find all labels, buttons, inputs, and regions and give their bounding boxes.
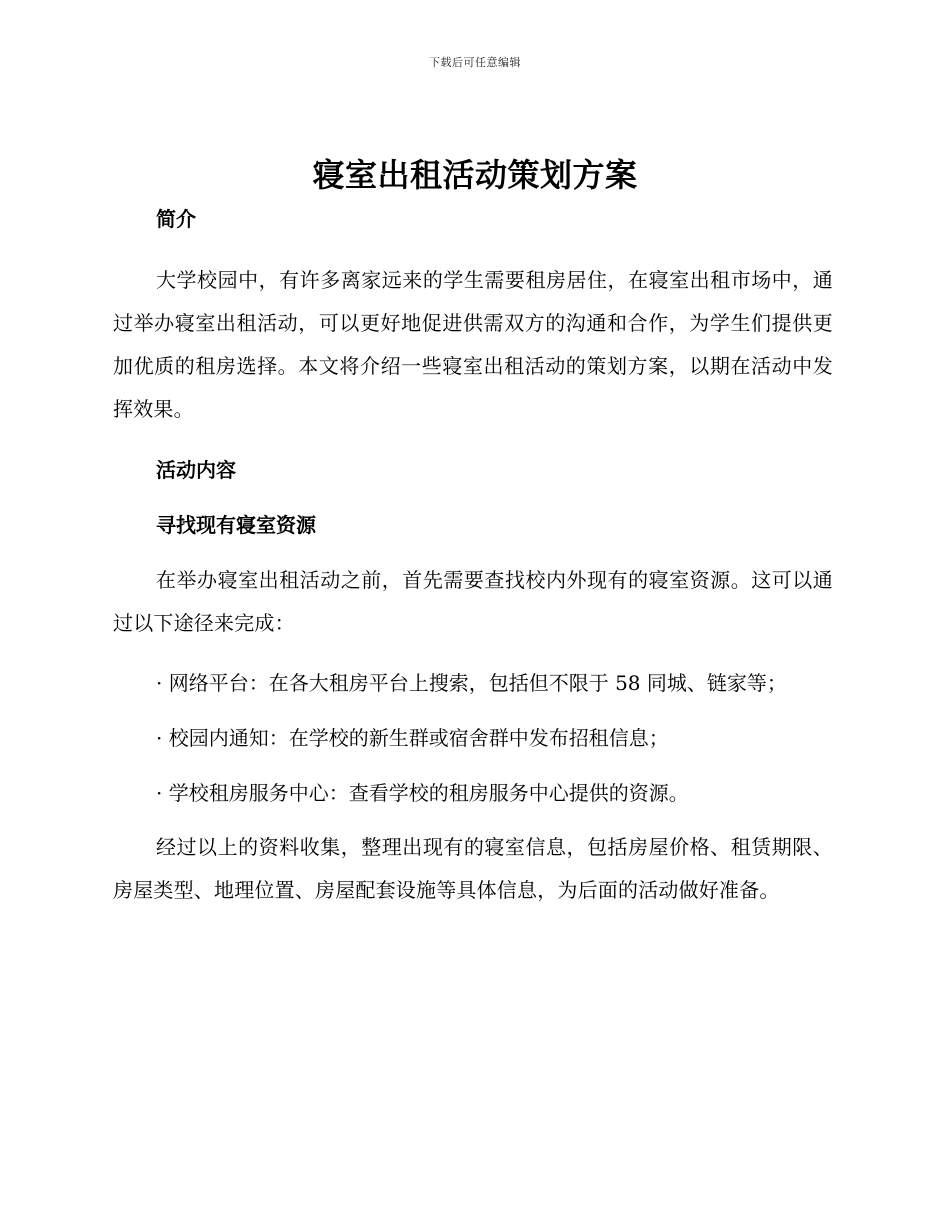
summary-paragraph: 经过以上的资料收集，整理出现有的寝室信息，包括房屋价格、租赁期限、房屋类型、地理位置、房屋配套设施等具体信息，为后面的活动做好准备。 xyxy=(113,835,833,902)
section-heading-intro: 简介 xyxy=(156,207,196,231)
intro-paragraph: 大学校园中，有许多离家远来的学生需要租房居住，在寝室出租市场中，通过举办寝室出租活动，可以更好地促进供需双方的沟通和合作，为学生们提供更加优质的租房选择。本文将介绍一些寝室出租活动的策划方案，以期在活动中发挥效果。 xyxy=(113,268,833,421)
find-paragraph: 在举办寝室出租活动之前，首先需要查找校内外现有的寝室资源。这可以通过以下途径来完成： xyxy=(113,568,833,635)
section-heading-find: 寻找现有寝室资源 xyxy=(156,513,316,537)
section-heading-content: 活动内容 xyxy=(156,458,236,482)
header-note: 下载后可任意编辑 xyxy=(429,56,521,69)
document-title: 寝室出租活动策划方案 xyxy=(312,156,638,194)
list-item: · 网络平台：在各大租房平台上搜索，包括但不限于 58 同城、链家等； xyxy=(156,671,787,695)
list-item: · 学校租房服务中心：查看学校的租房服务中心提供的资源。 xyxy=(156,781,689,805)
document-body xyxy=(113,203,833,912)
list-item: · 校园内通知：在学校的新生群或宿舍群中发布招租信息； xyxy=(156,726,669,750)
